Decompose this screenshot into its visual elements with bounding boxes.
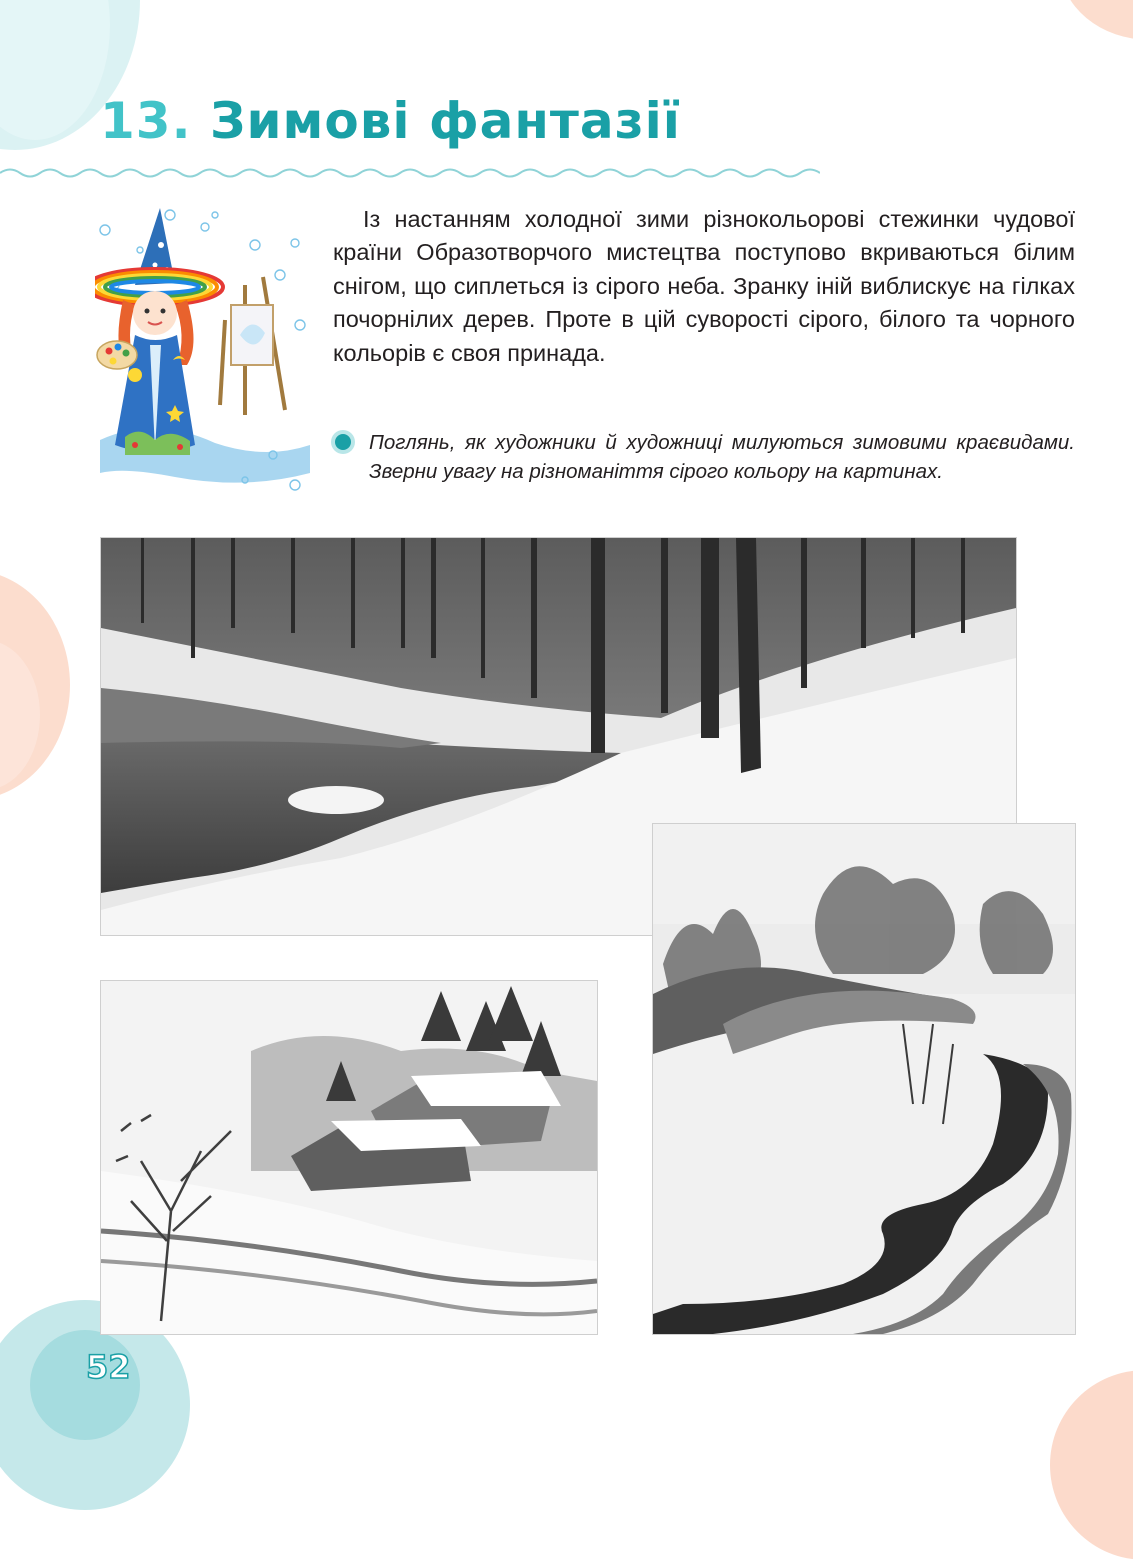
decor-circle-top-right	[1060, 0, 1133, 40]
painting-winter-road	[652, 823, 1076, 1335]
intro-paragraph: Із настанням холодної зими різнокольорові стежинки чудової країни Образотворчого мистецтва поступово вкриваються білим снігом, що сиплеться із сірого неба. Зранку іній виблискує на гілках почорнілих дерев. Проте в цій суворості сірого, білого та чорного кольорів є своя принада.	[333, 206, 1075, 366]
chapter-number: 13.	[100, 92, 192, 150]
painting-winter-village	[100, 980, 598, 1335]
decor-circle-top-left-2	[0, 0, 110, 140]
chapter-title-text: Зимові фантазії	[210, 92, 681, 150]
wizard-girl-illustration	[95, 205, 320, 495]
title-underline-wave	[0, 166, 820, 180]
chapter-title	[100, 92, 681, 150]
task-block	[335, 428, 1075, 486]
decor-circle-bottom-right	[1050, 1370, 1133, 1560]
task-bullet-icon	[335, 434, 351, 450]
page-number: 52	[86, 1348, 131, 1386]
task-text: Поглянь, як художники й художниці милуються зимовими краєвидами. Зверни увагу на різноманіття сірого кольору на картинах.	[369, 431, 1075, 483]
